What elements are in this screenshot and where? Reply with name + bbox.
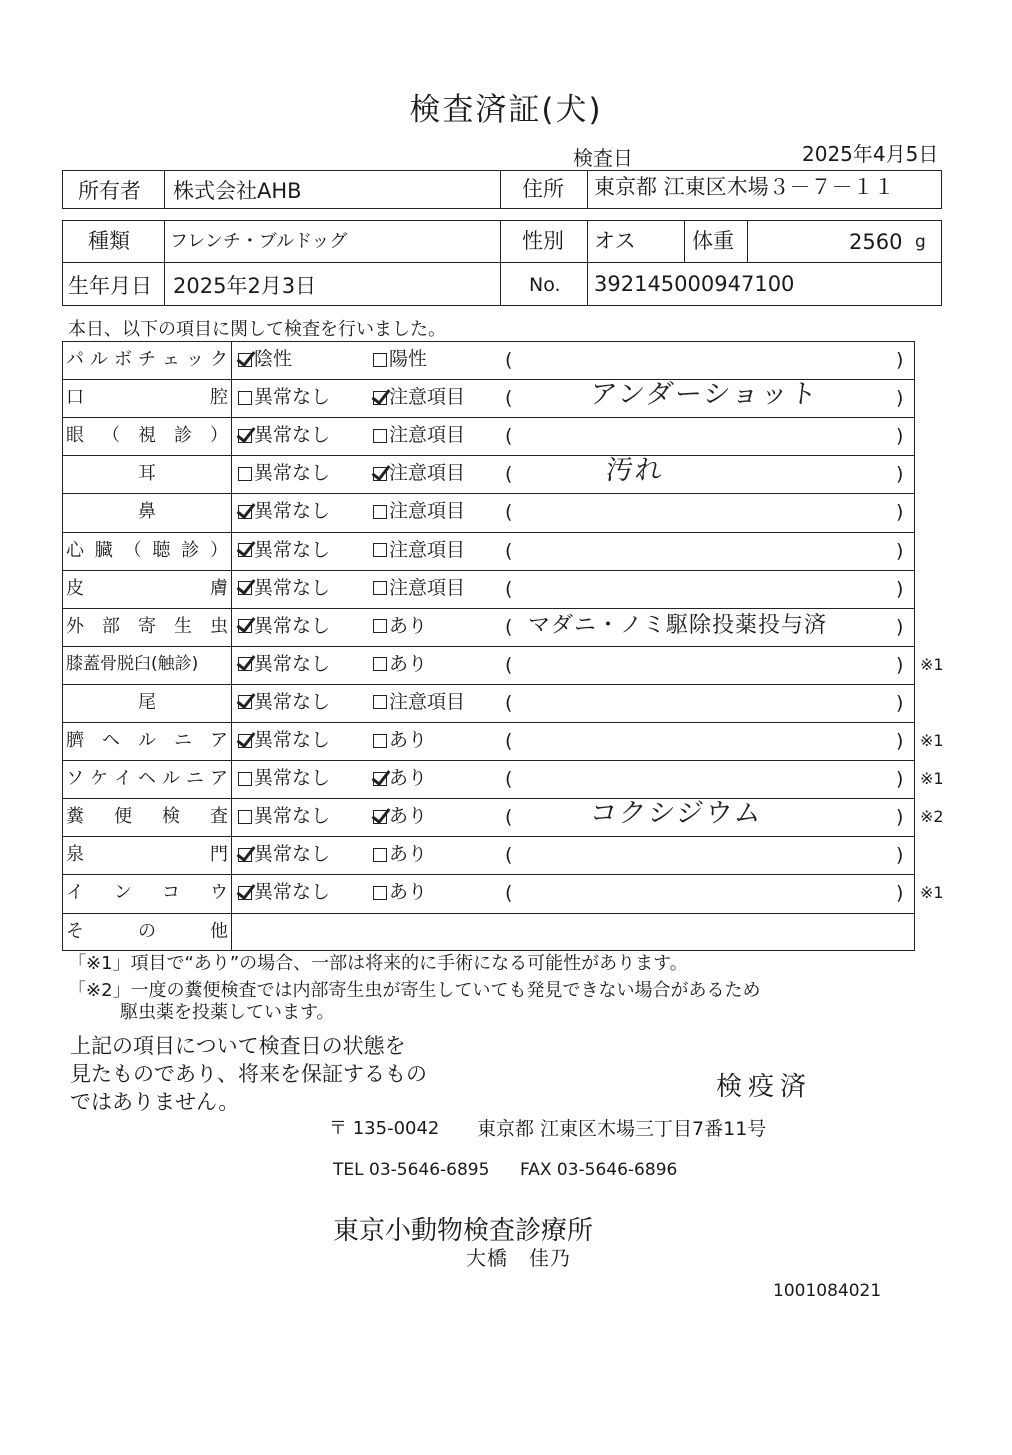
- row-note: マダニ・ノミ駆除投薬投与済: [528, 612, 828, 638]
- footnote-2: 「※2」一度の糞便検査では内部寄生虫が寄生していても発見できない場合があるため: [68, 980, 761, 1001]
- option-label: あり: [389, 843, 428, 866]
- paren-open: (: [505, 882, 513, 905]
- option-label: 異常なし: [254, 386, 331, 409]
- paren-open: (: [505, 577, 513, 600]
- paren-close: ): [896, 425, 904, 448]
- footnote-mark: ※1: [920, 883, 944, 903]
- checkbox-icon[interactable]: [238, 886, 252, 900]
- paren-close: ): [896, 387, 904, 410]
- document-title: 検査済証(犬): [409, 92, 603, 128]
- option-label: 異常なし: [254, 500, 331, 523]
- option-label: 異常なし: [254, 652, 331, 675]
- option-normal[interactable]: [238, 464, 330, 483]
- footnote-2-cont: 駆虫薬を投薬しています。: [120, 1002, 335, 1023]
- paren-open: (: [505, 691, 513, 714]
- footnote-mark: ※1: [920, 769, 944, 789]
- row-label: 外 部 寄 生 虫: [66, 615, 228, 637]
- paren-open: (: [505, 501, 513, 524]
- option-label: 異常なし: [254, 614, 331, 637]
- paren-open: (: [505, 653, 513, 676]
- checkbox-icon[interactable]: [238, 353, 252, 367]
- paren-close: ): [896, 463, 904, 486]
- birth-label: 生年月日: [68, 274, 152, 298]
- checkbox-icon[interactable]: [373, 848, 387, 862]
- checkbox-icon[interactable]: [238, 657, 252, 671]
- checkbox-icon[interactable]: [373, 429, 387, 443]
- checkbox-icon[interactable]: [238, 467, 252, 481]
- option-label: 異常なし: [254, 576, 331, 599]
- checkbox-icon[interactable]: [238, 734, 252, 748]
- option-abnormal[interactable]: [373, 388, 465, 407]
- option-label: 異常なし: [254, 538, 331, 561]
- breed-label: 種類: [88, 229, 130, 253]
- clinic-fax: FAX 03-5646-6896: [520, 1160, 678, 1180]
- doctor-name: 大橋 佳乃: [466, 1246, 571, 1270]
- option-normal[interactable]: [238, 576, 331, 599]
- row-note-handwritten: アンダーショット: [588, 379, 821, 411]
- row-label: 膝蓋骨脱臼(触診): [66, 653, 199, 674]
- option-label: あり: [389, 805, 428, 828]
- row-label: 糞 便 検 査: [66, 806, 228, 828]
- paren-close: ): [896, 349, 904, 371]
- option-label: 注意項目: [389, 424, 466, 447]
- option-label: あり: [389, 652, 428, 675]
- checkbox-icon[interactable]: [373, 772, 387, 786]
- option-label: 異常なし: [254, 424, 331, 447]
- option-label: あり: [389, 614, 428, 637]
- checkbox-icon[interactable]: [373, 467, 387, 481]
- option-abnormal[interactable]: [373, 426, 465, 445]
- weight-label: 体重: [692, 229, 734, 253]
- option-abnormal[interactable]: [373, 464, 465, 483]
- option-abnormal[interactable]: [373, 845, 427, 864]
- option-label: 異常なし: [254, 805, 331, 828]
- option-abnormal[interactable]: [373, 883, 427, 902]
- option-normal[interactable]: [238, 538, 331, 561]
- option-label: あり: [389, 729, 428, 751]
- paren-close: ): [896, 539, 904, 562]
- paren-open: (: [505, 806, 513, 829]
- number-label: No.: [529, 274, 561, 296]
- option-normal[interactable]: [238, 502, 330, 521]
- option-abnormal[interactable]: [373, 769, 427, 788]
- option-label: 異常なし: [254, 729, 331, 751]
- option-normal[interactable]: [238, 690, 331, 713]
- checkbox-icon[interactable]: [238, 543, 252, 557]
- checkbox-icon[interactable]: [238, 848, 252, 862]
- row-label: 眼 （ 視 診 ）: [66, 425, 228, 447]
- row-label: 尾: [138, 691, 156, 713]
- checkbox-icon[interactable]: [373, 657, 387, 671]
- checkbox-icon[interactable]: [373, 353, 387, 367]
- paren-close: ): [896, 730, 904, 752]
- option-abnormal[interactable]: [373, 690, 466, 713]
- option-label: 異常なし: [254, 462, 331, 485]
- option-abnormal[interactable]: [373, 807, 427, 826]
- row-label: 皮 膚: [66, 577, 228, 599]
- option-label: 異常なし: [254, 767, 331, 790]
- paren-close: ): [896, 768, 904, 791]
- quarantine-stamp: 検疫済: [716, 1072, 813, 1102]
- clinic-tel: TEL 03-5646-6895: [333, 1160, 490, 1180]
- checkbox-icon[interactable]: [373, 695, 387, 709]
- paren-open: (: [505, 425, 513, 448]
- clinic-address: 東京都 江東区木場三丁目7番11号: [477, 1118, 767, 1140]
- option-normal[interactable]: [238, 769, 330, 788]
- intro-text: 本日、以下の項目に関して検査を行いました。: [68, 319, 446, 340]
- sex-value: オス: [594, 229, 636, 253]
- weight-unit: g: [915, 232, 926, 252]
- other-label: そ の 他: [66, 920, 228, 942]
- row-label: 鼻: [138, 501, 156, 523]
- inspection-date-label: 検査日: [573, 146, 633, 170]
- option-abnormal[interactable]: [373, 652, 428, 675]
- option-label: あり: [389, 767, 428, 790]
- option-label: 注意項目: [389, 576, 466, 599]
- option-abnormal[interactable]: [373, 350, 427, 369]
- paren-close: ): [896, 501, 904, 524]
- paren-open: (: [505, 844, 513, 867]
- paren-open: (: [505, 387, 513, 410]
- row-label: 心 臓 （ 聴 診 ）: [66, 539, 228, 561]
- checkbox-icon[interactable]: [373, 619, 387, 633]
- row-label: パ ル ボ チ ェ ッ ク: [66, 349, 228, 370]
- paren-close: ): [896, 882, 904, 905]
- paren-open: (: [505, 730, 513, 752]
- option-label: 異常なし: [254, 690, 331, 713]
- checkbox-icon[interactable]: [238, 695, 252, 709]
- option-label: 注意項目: [389, 690, 466, 713]
- paren-open: (: [505, 463, 513, 486]
- paren-close: ): [896, 653, 904, 676]
- paren-close: ): [896, 577, 904, 600]
- paren-open: (: [505, 615, 513, 638]
- disclaimer-statement: [70, 1032, 427, 1116]
- option-abnormal[interactable]: [373, 502, 465, 521]
- option-normal[interactable]: [238, 807, 330, 826]
- option-abnormal[interactable]: [373, 731, 427, 750]
- checkbox-icon[interactable]: [373, 391, 387, 405]
- option-normal[interactable]: [238, 652, 331, 675]
- option-abnormal[interactable]: [373, 614, 428, 637]
- row-label: 口 腔: [66, 387, 228, 409]
- owner-label: 所有者: [78, 179, 141, 203]
- option-label: 陽性: [389, 348, 428, 370]
- option-label: あり: [389, 881, 428, 904]
- option-normal[interactable]: [238, 426, 330, 445]
- option-normal[interactable]: [238, 883, 330, 902]
- owner-value: 株式会社AHB: [173, 179, 302, 203]
- option-abnormal[interactable]: [373, 576, 466, 599]
- sex-label: 性別: [522, 229, 564, 253]
- paren-close: ): [896, 615, 904, 638]
- option-label: 陰性: [254, 348, 293, 370]
- address-value: 東京都 江東区木場３－７－１１: [594, 175, 895, 199]
- clinic-name: 東京小動物検査診療所: [333, 1216, 594, 1246]
- footnote-mark: ※2: [920, 807, 944, 827]
- checkbox-icon[interactable]: [238, 772, 252, 786]
- option-normal[interactable]: [238, 614, 331, 637]
- checkbox-icon[interactable]: [238, 619, 252, 633]
- paren-open: (: [505, 539, 513, 562]
- checkbox-icon[interactable]: [373, 734, 387, 748]
- row-note-handwritten: コクシジウム: [588, 798, 765, 830]
- footnote-mark: ※1: [920, 654, 944, 674]
- row-note-handwritten: 汚れ: [604, 455, 666, 487]
- option-abnormal[interactable]: [373, 538, 466, 561]
- paren-open: (: [505, 768, 513, 791]
- paren-close: ): [896, 806, 904, 829]
- row-label: ソ ケ イ ヘ ル ニ ア: [66, 768, 228, 790]
- option-label: 注意項目: [389, 500, 466, 523]
- number-value: 392145000947100: [594, 272, 795, 296]
- checkbox-icon[interactable]: [238, 505, 252, 519]
- row-label: 臍 ヘ ル ニ ア: [66, 730, 228, 751]
- checkbox-icon[interactable]: [238, 391, 252, 405]
- checkbox-icon[interactable]: [373, 886, 387, 900]
- option-label: 異常なし: [254, 881, 331, 904]
- checkbox-icon[interactable]: [373, 505, 387, 519]
- document-number: 1001084021: [773, 1281, 882, 1301]
- checkbox-icon[interactable]: [238, 429, 252, 443]
- paren-close: ): [896, 691, 904, 714]
- row-label: 耳: [138, 463, 156, 485]
- inspection-date: 2025年4月5日: [802, 142, 939, 166]
- disclaimer-line: 上記の項目について検査日の状態を: [70, 1034, 406, 1058]
- footnote-1: 「※1」項目で“あり”の場合、一部は将来的に手術になる可能性があります。: [68, 953, 688, 974]
- paren-open: (: [505, 349, 513, 371]
- paren-close: ): [896, 844, 904, 867]
- weight-value: 2560: [849, 230, 903, 254]
- checkbox-icon[interactable]: [373, 543, 387, 557]
- option-label: 注意項目: [389, 462, 466, 485]
- option-normal[interactable]: [238, 388, 330, 407]
- option-label: 注意項目: [389, 386, 466, 409]
- checkbox-icon[interactable]: [373, 810, 387, 824]
- row-label: 泉 門: [66, 844, 228, 866]
- row-label: イ ン コ ウ: [66, 882, 228, 904]
- disclaimer-line: ではありません。: [70, 1090, 240, 1114]
- postal-code: 〒 135-0042: [329, 1118, 440, 1139]
- checkbox-icon[interactable]: [238, 581, 252, 595]
- checkbox-icon[interactable]: [373, 581, 387, 595]
- option-label: 注意項目: [389, 538, 466, 561]
- birth-value: 2025年2月3日: [173, 274, 317, 298]
- address-label: 住所: [522, 177, 564, 201]
- disclaimer-line: 見たものであり、将来を保証するもの: [70, 1062, 427, 1086]
- option-label: 異常なし: [254, 843, 331, 866]
- checkbox-icon[interactable]: [238, 810, 252, 824]
- footnote-mark: ※1: [920, 731, 944, 750]
- option-normal[interactable]: [238, 731, 330, 750]
- breed-value: フレンチ・ブルドッグ: [170, 231, 348, 252]
- option-normal[interactable]: [238, 350, 292, 369]
- option-normal[interactable]: [238, 845, 330, 864]
